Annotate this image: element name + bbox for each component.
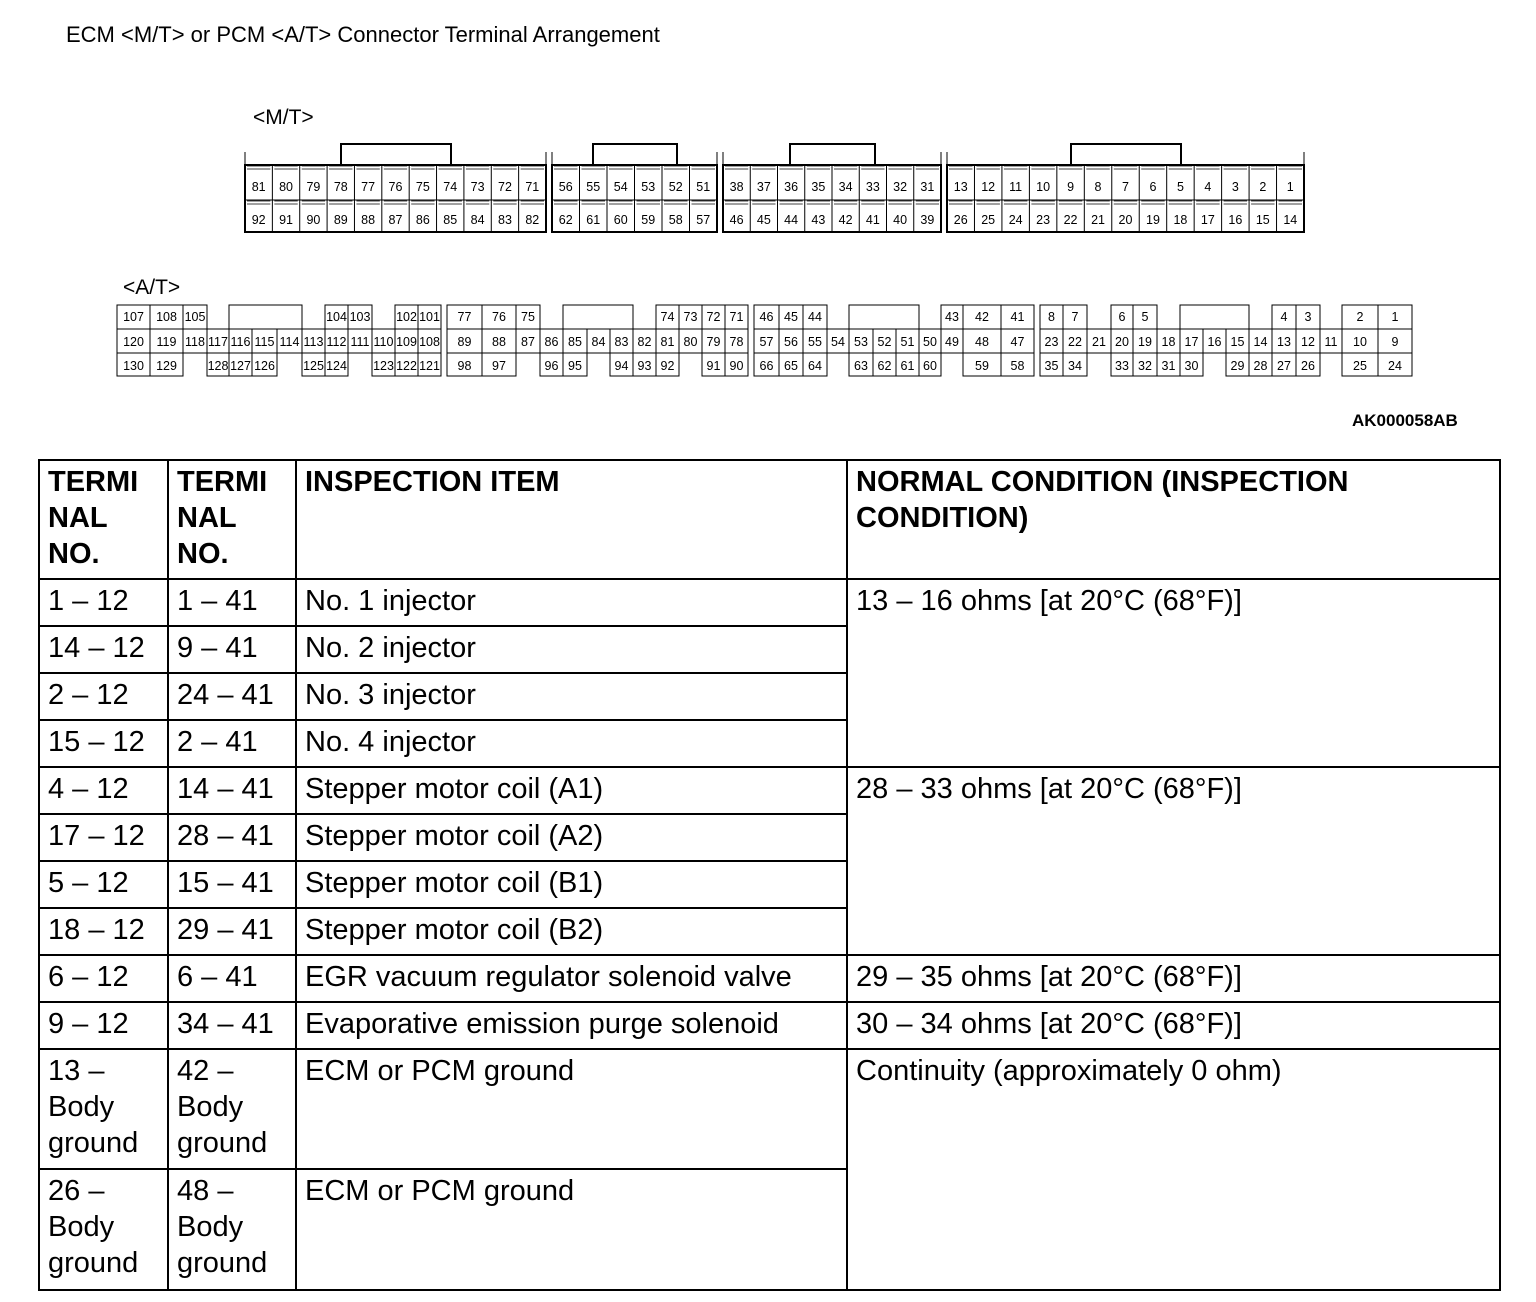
terminal-number: 9	[1391, 335, 1399, 349]
inspection-item-cell: Stepper motor coil (A1)	[296, 767, 847, 814]
terminal-number: 63	[854, 359, 868, 373]
header-at-terminal: TERMI NAL NO.	[168, 460, 296, 579]
table-row	[39, 579, 1500, 626]
condition-cell: 28 – 33 ohms [at 20°C (68°F)]	[847, 767, 1500, 955]
table-row	[39, 1049, 1500, 1170]
terminal-number: 86	[415, 213, 430, 227]
terminal-number: 5	[1141, 310, 1149, 324]
terminal-number: 74	[443, 180, 458, 194]
terminal-number: 24	[1388, 359, 1402, 373]
terminal-number: 12	[981, 180, 996, 194]
terminal-number: 109	[396, 335, 417, 349]
terminal-number: 80	[279, 180, 293, 194]
terminal-number: 54	[831, 335, 845, 349]
terminal-number: 26	[1301, 359, 1315, 373]
terminal-number: 26	[953, 213, 968, 227]
terminal-number: 18	[1161, 335, 1176, 349]
terminal-number: 13	[1277, 335, 1291, 349]
condition-cell: Continuity (approximately 0 ohm)	[847, 1049, 1500, 1290]
terminal-number: 76	[492, 310, 506, 324]
terminal-number: 24	[1008, 213, 1023, 227]
terminal-number: 43	[811, 213, 826, 227]
terminal-number: 25	[981, 213, 996, 227]
terminal-number: 57	[696, 213, 711, 227]
terminal-number: 95	[568, 359, 582, 373]
terminal-number: 4	[1204, 180, 1212, 194]
mt-terminal-cell: 5 – 12	[39, 861, 168, 908]
terminal-number: 13	[953, 180, 968, 194]
header-normal-condition: NORMAL CONDITION (INSPECTION CONDITION)	[847, 460, 1500, 579]
terminal-number: 84	[591, 335, 606, 349]
terminal-number: 42	[838, 213, 853, 227]
terminal-number: 54	[613, 180, 628, 194]
terminal-number: 85	[443, 213, 458, 227]
terminal-number: 127	[230, 359, 251, 373]
terminal-number: 8	[1094, 180, 1102, 194]
at-terminal-cell: 24 – 41	[168, 673, 296, 720]
terminal-number: 21	[1091, 213, 1105, 227]
terminal-number: 46	[729, 213, 744, 227]
header-mt-terminal: TERMI NAL NO.	[39, 460, 168, 579]
terminal-number: 35	[1044, 359, 1059, 373]
terminal-number: 75	[521, 310, 535, 324]
terminal-number: 58	[1010, 359, 1025, 373]
terminal-number: 89	[333, 213, 348, 227]
terminal-number: 56	[558, 180, 573, 194]
at-connector-label: <A/T>	[123, 276, 181, 299]
terminal-number: 86	[544, 335, 559, 349]
terminal-number: 107	[123, 310, 144, 324]
terminal-number: 44	[808, 310, 822, 324]
terminal-number: 31	[1161, 359, 1176, 373]
terminal-number: 40	[893, 213, 908, 227]
terminal-number: 42	[975, 310, 989, 324]
terminal-number: 3	[1304, 310, 1312, 324]
terminal-number: 83	[614, 335, 629, 349]
terminal-number: 64	[808, 359, 822, 373]
terminal-number: 91	[279, 213, 293, 227]
terminal-number: 112	[326, 335, 347, 349]
terminal-number: 20	[1115, 335, 1129, 349]
terminal-number: 20	[1118, 213, 1133, 227]
terminal-number: 28	[1253, 359, 1268, 373]
connector-key	[341, 144, 451, 165]
terminal-number: 32	[1138, 359, 1152, 373]
inspection-item-cell: No. 4 injector	[296, 720, 847, 767]
table-header-row	[39, 460, 1500, 579]
terminal-number: 47	[1010, 335, 1025, 349]
terminal-number: 81	[660, 335, 675, 349]
mt-terminal-cell: 1 – 12	[39, 579, 168, 626]
terminal-number: 17	[1184, 335, 1199, 349]
at-connector-diagram	[0, 290, 1536, 390]
terminal-number: 32	[893, 180, 908, 194]
terminal-number: 113	[303, 335, 324, 349]
terminal-number: 51	[900, 335, 915, 349]
terminal-number: 4	[1280, 310, 1288, 324]
terminal-number: 7	[1071, 310, 1079, 324]
terminal-number: 123	[373, 359, 394, 373]
terminal-number: 7	[1122, 180, 1129, 194]
mt-terminal-cell: 9 – 12	[39, 1002, 168, 1049]
mt-terminal-cell: 6 – 12	[39, 955, 168, 1002]
terminal-number: 59	[641, 213, 656, 227]
terminal-number: 102	[396, 310, 417, 324]
inspection-item-cell: Stepper motor coil (B1)	[296, 861, 847, 908]
inspection-item-cell: ECM or PCM ground	[296, 1169, 847, 1290]
connector-key	[790, 144, 875, 165]
terminal-number: 30	[1184, 359, 1199, 373]
mt-terminal-cell: 2 – 12	[39, 673, 168, 720]
terminal-number: 16	[1228, 213, 1243, 227]
mt-terminal-cell: 18 – 12	[39, 908, 168, 955]
at-terminal-cell: 6 – 41	[168, 955, 296, 1002]
terminal-number: 17	[1200, 213, 1215, 227]
terminal-number: 97	[492, 359, 506, 373]
terminal-number: 92	[251, 213, 266, 227]
terminal-number: 23	[1044, 335, 1059, 349]
terminal-number: 118	[185, 335, 205, 349]
mt-terminal-cell: 15 – 12	[39, 720, 168, 767]
terminal-number: 82	[525, 213, 540, 227]
terminal-number: 55	[586, 180, 601, 194]
at-terminal-cell: 42 – Body ground	[168, 1049, 296, 1170]
terminal-number: 29	[1230, 359, 1245, 373]
terminal-number: 119	[156, 335, 177, 349]
terminal-number: 87	[388, 213, 403, 227]
terminal-number: 80	[683, 335, 698, 349]
figure-code: AK000058AB	[1352, 411, 1458, 430]
terminal-number: 45	[784, 310, 798, 324]
mt-terminal-cell: 4 – 12	[39, 767, 168, 814]
terminal-number: 81	[251, 180, 266, 194]
terminal-number: 57	[759, 335, 774, 349]
terminal-number: 50	[923, 335, 937, 349]
mt-connector-label: <M/T>	[253, 106, 314, 129]
terminal-number: 110	[373, 335, 394, 349]
terminal-number: 9	[1067, 180, 1075, 194]
table-row	[39, 955, 1500, 1002]
terminal-number: 75	[415, 180, 430, 194]
at-terminal-cell: 1 – 41	[168, 579, 296, 626]
terminal-number: 14	[1253, 335, 1268, 349]
terminal-number: 84	[470, 213, 485, 227]
terminal-number: 90	[306, 213, 321, 227]
terminal-number: 3	[1231, 180, 1239, 194]
terminal-number: 41	[1010, 310, 1025, 324]
terminal-number: 108	[156, 310, 177, 324]
terminal-number: 104	[326, 310, 347, 324]
terminal-number: 18	[1173, 213, 1188, 227]
terminal-number: 62	[877, 359, 892, 373]
mt-terminal-cell: 13 – Body ground	[39, 1049, 168, 1170]
terminal-number: 83	[498, 213, 512, 227]
terminal-number: 15	[1255, 213, 1270, 227]
condition-cell: 30 – 34 ohms [at 20°C (68°F)]	[847, 1002, 1500, 1049]
terminal-number: 37	[756, 180, 771, 194]
at-terminal-cell: 28 – 41	[168, 814, 296, 861]
terminal-number: 27	[1277, 359, 1291, 373]
terminal-number: 78	[729, 335, 744, 349]
terminal-number: 101	[419, 310, 440, 324]
terminal-number: 36	[784, 180, 799, 194]
terminal-number: 89	[457, 335, 472, 349]
connector-key	[593, 144, 677, 165]
terminal-number: 25	[1353, 359, 1367, 373]
at-terminal-cell: 29 – 41	[168, 908, 296, 955]
terminal-number: 10	[1353, 335, 1367, 349]
terminal-number: 94	[614, 359, 629, 373]
inspection-item-cell: Evaporative emission purge solenoid	[296, 1002, 847, 1049]
terminal-number: 21	[1092, 335, 1106, 349]
terminal-number: 6	[1118, 310, 1126, 324]
inspection-item-cell: EGR vacuum regulator solenoid valve	[296, 955, 847, 1002]
terminal-number: 56	[784, 335, 798, 349]
terminal-number: 46	[759, 310, 774, 324]
mt-terminal-cell: 26 – Body ground	[39, 1169, 168, 1290]
connector-key	[1071, 144, 1181, 165]
terminal-number: 34	[1068, 359, 1082, 373]
connector-key	[849, 305, 919, 329]
terminal-number: 33	[1115, 359, 1129, 373]
terminal-number: 52	[877, 335, 892, 349]
terminal-number: 126	[254, 359, 275, 373]
mt-terminal-cell: 14 – 12	[39, 626, 168, 673]
terminal-number: 39	[920, 213, 935, 227]
terminal-number: 73	[470, 180, 485, 194]
terminal-number: 117	[208, 335, 228, 349]
terminal-number: 93	[637, 359, 652, 373]
terminal-number: 35	[811, 180, 826, 194]
terminal-number: 65	[784, 359, 798, 373]
terminal-number: 19	[1138, 335, 1152, 349]
terminal-number: 45	[756, 213, 771, 227]
connector-key	[563, 305, 633, 329]
terminal-number: 71	[525, 180, 540, 194]
terminal-number: 90	[729, 359, 744, 373]
terminal-number: 44	[784, 213, 799, 227]
terminal-number: 49	[945, 335, 959, 349]
terminal-number: 88	[361, 213, 376, 227]
mt-terminal-cell: 17 – 12	[39, 814, 168, 861]
connector-key	[229, 305, 302, 329]
terminal-number: 73	[683, 310, 698, 324]
inspection-item-cell: Stepper motor coil (B2)	[296, 908, 847, 955]
inspection-item-cell: No. 2 injector	[296, 626, 847, 673]
terminal-number: 53	[641, 180, 656, 194]
terminal-number: 130	[123, 359, 144, 373]
terminal-number: 76	[388, 180, 403, 194]
terminal-number: 78	[333, 180, 348, 194]
terminal-number: 31	[920, 180, 935, 194]
terminal-number: 48	[975, 335, 989, 349]
terminal-number: 79	[706, 335, 721, 349]
terminal-number: 2	[1259, 180, 1267, 194]
terminal-number: 60	[613, 213, 628, 227]
at-terminal-cell: 15 – 41	[168, 861, 296, 908]
terminal-number: 1	[1391, 310, 1399, 324]
table-row	[39, 767, 1500, 814]
terminal-number: 58	[668, 213, 683, 227]
terminal-number: 105	[184, 310, 206, 324]
inspection-table	[38, 459, 1501, 1291]
terminal-number: 129	[156, 359, 177, 373]
at-terminal-cell: 9 – 41	[168, 626, 296, 673]
terminal-number: 125	[303, 359, 324, 373]
terminal-number: 114	[279, 335, 300, 349]
terminal-number: 74	[660, 310, 675, 324]
terminal-number: 77	[361, 180, 376, 194]
inspection-item-cell: No. 1 injector	[296, 579, 847, 626]
condition-cell: 29 – 35 ohms [at 20°C (68°F)]	[847, 955, 1500, 1002]
terminal-number: 98	[457, 359, 472, 373]
table-row	[39, 1002, 1500, 1049]
terminal-number: 108	[419, 335, 440, 349]
header-inspection-item: INSPECTION ITEM	[296, 460, 847, 579]
terminal-number: 122	[396, 359, 417, 373]
page-title: ECM <M/T> or PCM <A/T> Connector Terminal Arrangement	[66, 22, 660, 47]
terminal-number: 82	[637, 335, 652, 349]
terminal-number: 111	[350, 335, 370, 349]
inspection-item-cell: Stepper motor coil (A2)	[296, 814, 847, 861]
terminal-number: 5	[1176, 180, 1184, 194]
terminal-number: 61	[586, 213, 601, 227]
terminal-number: 16	[1207, 335, 1222, 349]
terminal-number: 61	[900, 359, 915, 373]
condition-cell: 13 – 16 ohms [at 20°C (68°F)]	[847, 579, 1500, 767]
terminal-number: 2	[1356, 310, 1364, 324]
terminal-number: 66	[759, 359, 774, 373]
terminal-number: 33	[865, 180, 880, 194]
terminal-number: 19	[1146, 213, 1160, 227]
at-terminal-cell: 2 – 41	[168, 720, 296, 767]
terminal-number: 77	[457, 310, 472, 324]
terminal-number: 62	[558, 213, 573, 227]
terminal-number: 22	[1063, 213, 1078, 227]
terminal-number: 43	[945, 310, 959, 324]
terminal-number: 8	[1048, 310, 1055, 324]
terminal-number: 128	[207, 359, 229, 373]
terminal-number: 60	[923, 359, 937, 373]
terminal-number: 11	[1324, 335, 1338, 349]
terminal-number: 23	[1036, 213, 1051, 227]
at-terminal-cell: 14 – 41	[168, 767, 296, 814]
terminal-number: 59	[975, 359, 989, 373]
terminal-number: 22	[1068, 335, 1082, 349]
connector-key	[1180, 305, 1249, 329]
mt-connector-diagram	[0, 0, 1536, 250]
terminal-number: 55	[808, 335, 822, 349]
terminal-number: 51	[696, 180, 711, 194]
terminal-number: 87	[521, 335, 535, 349]
terminal-number: 15	[1230, 335, 1245, 349]
terminal-number: 34	[838, 180, 853, 194]
terminal-number: 10	[1036, 180, 1051, 194]
terminal-number: 85	[568, 335, 582, 349]
terminal-number: 72	[498, 180, 512, 194]
terminal-number: 72	[706, 310, 721, 324]
terminal-number: 71	[729, 310, 744, 324]
terminal-number: 1	[1286, 180, 1294, 194]
terminal-number: 52	[668, 180, 683, 194]
terminal-number: 91	[706, 359, 721, 373]
terminal-number: 116	[230, 335, 251, 349]
terminal-number: 96	[544, 359, 559, 373]
terminal-number: 11	[1009, 180, 1023, 194]
terminal-number: 41	[865, 213, 880, 227]
terminal-number: 124	[326, 359, 347, 373]
terminal-number: 38	[729, 180, 744, 194]
terminal-number: 92	[660, 359, 675, 373]
at-terminal-cell: 48 – Body ground	[168, 1169, 296, 1290]
terminal-number: 103	[349, 310, 371, 324]
terminal-number: 12	[1301, 335, 1315, 349]
inspection-item-cell: No. 3 injector	[296, 673, 847, 720]
terminal-number: 121	[419, 359, 440, 373]
terminal-number: 120	[123, 335, 144, 349]
terminal-number: 6	[1149, 180, 1157, 194]
terminal-number: 53	[854, 335, 868, 349]
terminal-number: 79	[306, 180, 321, 194]
terminal-number: 115	[254, 335, 275, 349]
at-terminal-cell: 34 – 41	[168, 1002, 296, 1049]
terminal-number: 14	[1283, 213, 1298, 227]
terminal-number: 88	[492, 335, 506, 349]
inspection-item-cell: ECM or PCM ground	[296, 1049, 847, 1170]
